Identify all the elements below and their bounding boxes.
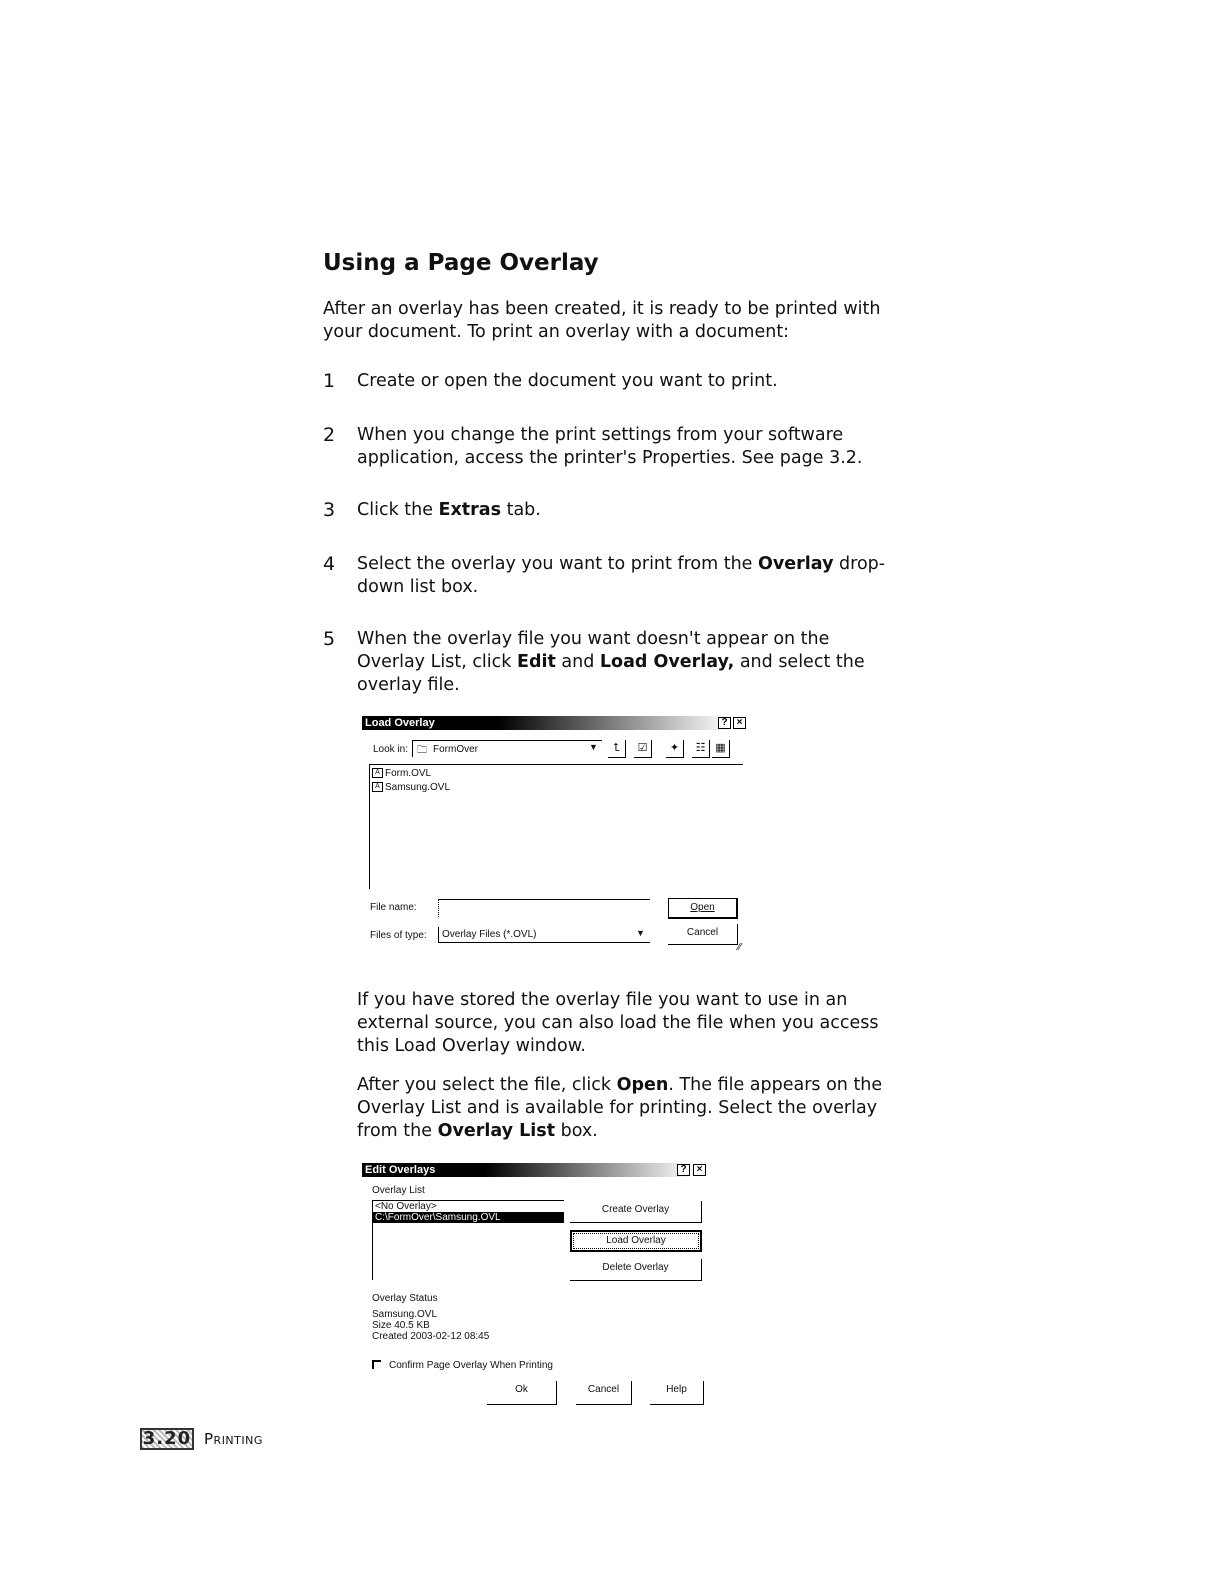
overlay-list-item-selected[interactable]: C:\FormOver\Samsung.OVL <box>373 1212 564 1223</box>
dialog-title: Edit Overlays <box>365 1164 436 1176</box>
step-number: 2 <box>323 424 336 446</box>
step-text: Click the Extras tab. <box>357 500 541 520</box>
chevron-down-icon[interactable]: ▼ <box>589 742 598 752</box>
list-view-icon[interactable]: ☷ <box>692 740 710 758</box>
help-icon[interactable]: ? <box>677 1164 690 1176</box>
overlay-list-item[interactable]: <No Overlay> <box>375 1201 437 1212</box>
chevron-down-icon[interactable]: ▼ <box>636 928 645 938</box>
step-number: 3 <box>323 499 336 521</box>
status-filename: Samsung.OVL <box>372 1309 438 1320</box>
resize-grip-icon[interactable]: ⁄⁄ <box>738 942 742 953</box>
status-created: Created 2003-02-12 08:45 <box>372 1331 490 1342</box>
page-title: Using a Page Overlay <box>323 250 599 276</box>
new-folder-icon[interactable]: ✦ <box>666 740 684 758</box>
toolbar <box>606 740 746 758</box>
file-icon: A <box>372 782 383 792</box>
delete-overlay-button[interactable]: Delete Overlay <box>570 1259 702 1281</box>
look-in-value: FormOver <box>433 744 478 755</box>
dialog-titlebar <box>362 716 750 730</box>
step-text: Select the overlay you want to print from the Overlay drop-down list box. <box>357 554 886 597</box>
file-item[interactable]: A Samsung.OVL <box>370 782 743 793</box>
edit-overlays-dialog <box>362 1163 714 1413</box>
step-text: When the overlay file you want doesn't appear on the Overlay List, click Edit and Load Overlay, and select the overlay file. <box>357 629 865 695</box>
files-of-type-label: Files of type: <box>370 930 427 941</box>
page-number-badge: 3.20 <box>140 1428 194 1450</box>
overlay-list[interactable] <box>372 1200 564 1280</box>
dialog-titlebar <box>362 1163 712 1177</box>
status-size: Size 40.5 KB <box>372 1320 430 1331</box>
help-icon[interactable]: ? <box>718 717 731 729</box>
create-overlay-button[interactable]: Create Overlay <box>570 1201 702 1223</box>
step-number: 1 <box>323 370 336 392</box>
overlay-list-label: Overlay List <box>372 1185 425 1196</box>
up-folder-icon[interactable]: ⮤ <box>608 740 626 758</box>
step-number: 5 <box>323 628 336 650</box>
step-text: When you change the print settings from your software application, access the printer's Properties. See page 3.2. <box>357 425 863 468</box>
cancel-button[interactable]: Cancel <box>668 924 738 945</box>
folder-icon: 🗀 <box>417 745 427 756</box>
confirm-checkbox[interactable] <box>372 1360 381 1369</box>
confirm-checkbox-label[interactable]: Confirm Page Overlay When Printing <box>389 1360 553 1371</box>
step-text: Create or open the document you want to print. <box>357 371 778 391</box>
overlay-status <box>372 1309 489 1342</box>
overlay-status-label: Overlay Status <box>372 1293 438 1304</box>
load-overlay-button[interactable]: Load Overlay <box>570 1230 702 1252</box>
ok-button[interactable]: Ok <box>487 1381 557 1405</box>
file-list[interactable] <box>369 764 743 889</box>
close-icon[interactable]: × <box>733 717 746 729</box>
step-number: 4 <box>323 553 336 575</box>
cancel-button[interactable]: Cancel <box>576 1381 632 1405</box>
file-item[interactable]: A Form.OVL <box>370 768 743 779</box>
close-icon[interactable]: × <box>693 1164 706 1176</box>
file-name-input[interactable] <box>438 899 650 917</box>
file-name-label: File name: <box>370 902 417 913</box>
files-of-type-value: Overlay Files (*.OVL) <box>442 929 537 940</box>
details-view-icon[interactable]: ▦ <box>712 740 730 758</box>
dialog-title: Load Overlay <box>365 717 435 729</box>
open-button[interactable]: Open <box>668 898 738 919</box>
intro-paragraph: After an overlay has been created, it is ready to be printed with your document. To print an overlay with a document: <box>323 299 881 342</box>
load-overlay-dialog <box>362 716 752 961</box>
file-icon: A <box>372 768 383 778</box>
desktop-icon[interactable]: ☑ <box>634 740 652 758</box>
look-in-label: Look in: <box>373 744 409 755</box>
help-button[interactable]: Help <box>650 1381 704 1405</box>
open-file-paragraph: After you select the file, click Open. The file appears on the Overlay List and is available for printing. Select the overlay from the Overlay List box. <box>357 1075 883 1141</box>
external-source-paragraph: If you have stored the overlay file you want to use in an external source, you can also load the file when you access this Load Overlay window. <box>357 990 879 1056</box>
look-in-select[interactable] <box>412 740 602 757</box>
section-label: Printing <box>204 1430 263 1448</box>
files-of-type-select[interactable] <box>438 927 650 943</box>
